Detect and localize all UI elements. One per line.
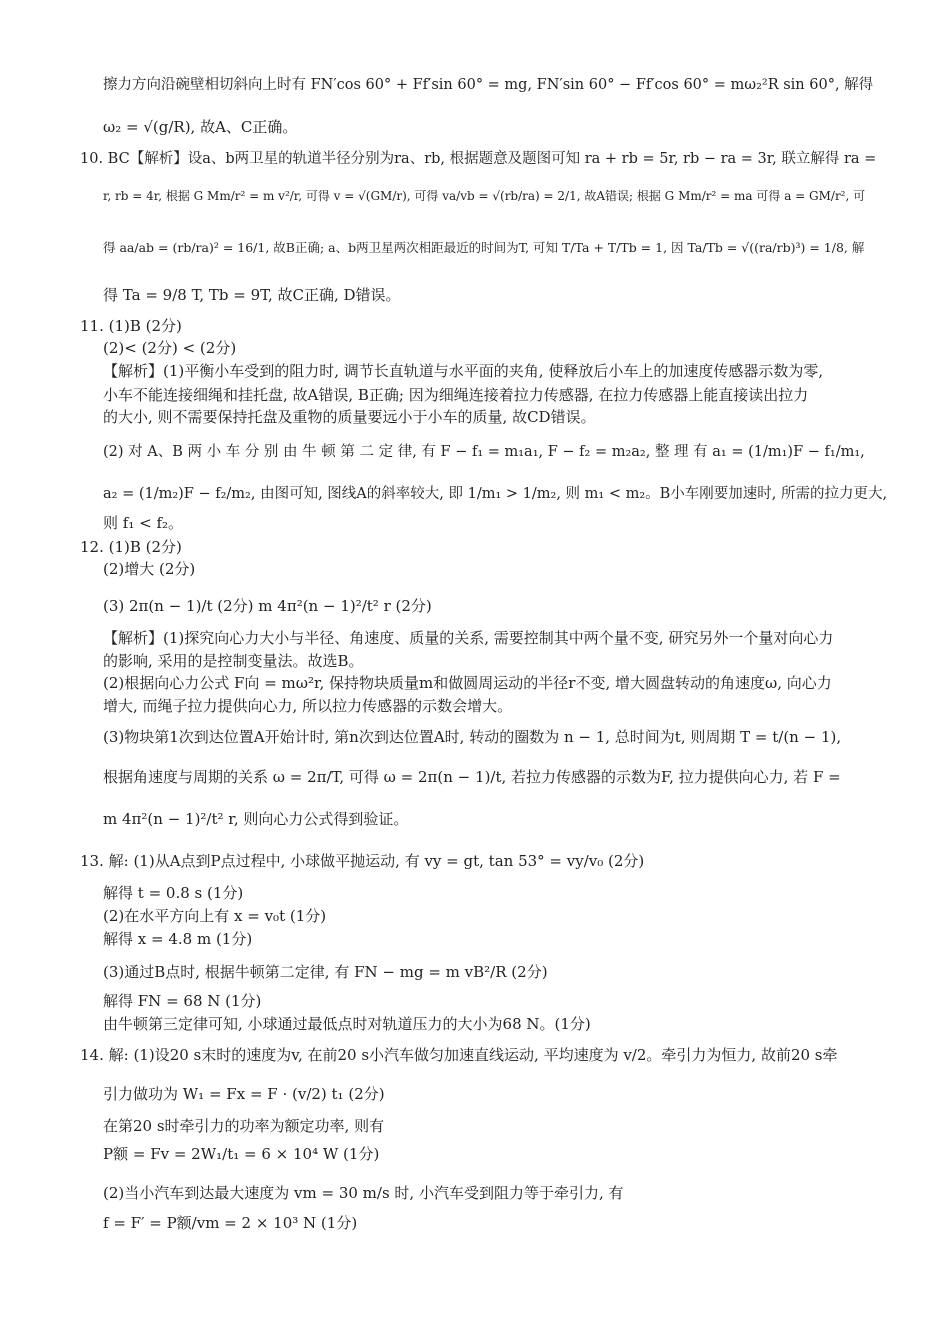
text-line: 增大, 而绳子拉力提供向心力, 所以拉力传感器的示数会增大。 xyxy=(103,697,513,715)
text-line: 12. (1)B (2分) xyxy=(80,538,182,556)
text-line: 引力做功为 W₁ = Fx = F · (v/2) t₁ (2分) xyxy=(103,1085,385,1103)
text-line: a₂ = (1/m₂)F − f₂/m₂, 由图可知, 图线A的斜率较大, 即 1/m₁ > 1/m₂, 则 m₁ < m₂。B小车刚要加速时, 所需的拉力更大, xyxy=(103,486,888,502)
text-line: 10. BC【解析】设a、b两卫星的轨道半径分别为ra、rb, 根据题意及题图可知 ra + rb = 5r, rb − ra = 3r, 联立解得 ra = xyxy=(80,151,877,167)
text-line: (2)根据向心力公式 F向 = mω²r, 保持物块质量m和做圆周运动的半径r不变, 增大圆盘转动的角速度ω, 向心力 xyxy=(103,674,832,692)
text-line: 【解析】(1)探究向心力大小与半径、角速度、质量的关系, 需要控制其中两个量不变, 研究另外一个量对向心力 xyxy=(103,629,834,647)
text-line: 小车不能连接细绳和挂托盘, 故A错误, B正确; 因为细绳连接着拉力传感器, 在拉力传感器上能直接读出拉力 xyxy=(103,386,809,404)
text-line: r, rb = 4r, 根据 G Mm/r² = m v²/r, 可得 v = √(GM/r), 可得 va/vb = √(rb/ra) = 2/1, 故A错误; 根据 G Mm/r² = ma 可得 a = GM/r², 可 xyxy=(103,189,866,203)
text-line: 解得 FN = 68 N (1分) xyxy=(103,992,262,1010)
text-line: (2)增大 (2分) xyxy=(103,560,196,578)
text-line: 13. 解: (1)从A点到P点过程中, 小球做平抛运动, 有 vy = gt, tan 53° = vy/v₀ (2分) xyxy=(80,852,645,870)
text-line: 由牛顿第三定律可知, 小球通过最低点时对轨道压力的大小为68 N。(1分) xyxy=(103,1015,591,1033)
text-line: m 4π²(n − 1)²/t² r, 则向心力公式得到验证。 xyxy=(103,810,409,828)
text-line: (3) 2π(n − 1)/t (2分) m 4π²(n − 1)²/t² r (2分) xyxy=(103,597,432,615)
text-line: (3)通过B点时, 根据牛顿第二定律, 有 FN − mg = m vB²/R (2分) xyxy=(103,963,548,981)
text-line: (3)物块第1次到达位置A开始计时, 第n次到达位置A时, 转动的圈数为 n − 1, 总时间为t, 则周期 T = t/(n − 1), xyxy=(103,728,842,746)
text-line: 得 Ta = 9/8 T, Tb = 9T, 故C正确, D错误。 xyxy=(103,286,401,304)
text-line: (2)在水平方向上有 x = v₀t (1分) xyxy=(103,907,327,925)
text-line: f = F′ = P额/vm = 2 × 10³ N (1分) xyxy=(103,1214,358,1232)
text-line: (2)< (2分) < (2分) xyxy=(103,339,237,357)
text-line: (2) 对 A、B 两 小 车 分 别 由 牛 顿 第 二 定 律, 有 F − f₁ = m₁a₁, F − f₂ = m₂a₂, 整 理 有 a₁ = (1/m₁)F − f₁/m₁, xyxy=(103,444,865,460)
text-line: 的大小, 则不需要保持托盘及重物的质量要远小于小车的质量, 故CD错误。 xyxy=(103,408,596,426)
text-line: 解得 x = 4.8 m (1分) xyxy=(103,930,253,948)
text-line: ω₂ = √(g/R), 故A、C正确。 xyxy=(103,118,298,136)
text-line: 【解析】(1)平衡小车受到的阻力时, 调节长直轨道与水平面的夹角, 使释放后小车上的加速度传感器示数为零, xyxy=(103,362,824,380)
text-line: 则 f₁ < f₂。 xyxy=(103,514,184,532)
text-line: 解得 t = 0.8 s (1分) xyxy=(103,884,244,902)
text-line: 根据角速度与周期的关系 ω = 2π/T, 可得 ω = 2π(n − 1)/t, 若拉力传感器的示数为F, 拉力提供向心力, 若 F = xyxy=(103,768,841,786)
text-line: (2)当小汽车到达最大速度为 vm = 30 m/s 时, 小汽车受到阻力等于牵引力, 有 xyxy=(103,1184,624,1202)
text-line: 14. 解: (1)设20 s末时的速度为v, 在前20 s小汽车做匀加速直线运动, 平均速度为 v/2。牵引力为恒力, 故前20 s牵 xyxy=(80,1046,838,1064)
text-line: 的影响, 采用的是控制变量法。故选B。 xyxy=(103,652,364,670)
text-line: P额 = Fv = 2W₁/t₁ = 6 × 10⁴ W (1分) xyxy=(103,1145,380,1163)
text-line: 得 aa/ab = (rb/ra)² = 16/1, 故B正确; a、b两卫星两次相距最近的时间为T, 可知 T/Ta + T/Tb = 1, 因 Ta/Tb = √((ra/rb)³) = 1/8, 解 xyxy=(103,240,865,255)
text-line: 在第20 s时牵引力的功率为额定功率, 则有 xyxy=(103,1117,385,1135)
text-line: 擦力方向沿碗壁相切斜向上时有 FN′cos 60° + Ff′sin 60° = mg, FN′sin 60° − Ff′cos 60° = mω₂²R sin 60°, 解得 xyxy=(103,77,874,93)
text-line: 11. (1)B (2分) xyxy=(80,317,182,335)
